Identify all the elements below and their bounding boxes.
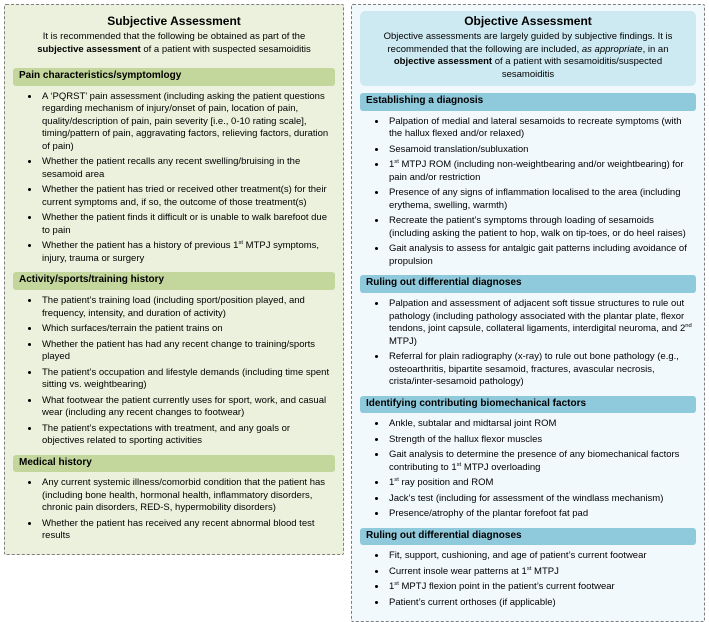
list-item: • Whether the patient has a history of previous 1st MTPJ symptoms, injury, trauma or surgery: [40, 240, 333, 265]
list-item: • Palpation and assessment of adjacent soft tissue structures to rule out pathology (including pathology associated with the plantar plate, flexor tendons, joint capsule, collateral ligaments, interdigital neuroma, and 2nd MTPJ): [387, 298, 694, 348]
list-item: • Presence of any signs of inflammation localised to the area (including erythema, swelling, warmth): [387, 187, 694, 212]
subjective-panel-title: Subjective Assessment: [107, 14, 241, 28]
list-item: • Presence/atrophy of the plantar forefoot fat pad: [387, 508, 694, 521]
list-item: • Referral for plain radiography (x-ray) to rule out bone pathology (e.g., osteoarthritis, bipartite sesamoid, fractures, avascular necrosis, crista/inter-sesamoid pathology): [387, 351, 694, 389]
section-header: Ruling out differential diagnoses: [360, 528, 696, 546]
objective-intro-box: [360, 11, 696, 86]
list-item: • 1st MPTJ flexion point in the patient’s current footwear: [387, 581, 694, 594]
subjective-sections: [13, 68, 335, 543]
bullet-list: [360, 418, 696, 521]
objective-sections: [360, 93, 696, 609]
list-item: • A ‘PQRST’ pain assessment (including asking the patient questions regarding mechanism of injury/onset of pain, location of pain, quality/description of pain, pain severity [i.e., 0-10 rating scale], timing/pattern of pain, aggravating factors, relieving factors, duration of pain): [40, 91, 333, 154]
objective-panel-intro: Objective assessments are largely guided by subjective findings. It is recommended that the following are included, as appropriate, in an objective assessment of a patient with sesamoiditis/suspected sesamoiditis: [383, 31, 673, 80]
list-item: • The patient’s expectations with treatment, and any goals or objectives related to sporting activities: [40, 423, 333, 448]
list-item: • What footwear the patient currently uses for sport, work, and casual wear (including any recent changes to footwear): [40, 395, 333, 420]
list-item: • Gait analysis to determine the presence of any biomechanical factors contributing to 1st MTPJ overloading: [387, 449, 694, 474]
bullet-list: [13, 91, 335, 266]
list-item: • Gait analysis to assess for antalgic gait patterns including avoidance of propulsion: [387, 243, 694, 268]
bullet-list: [360, 550, 696, 609]
list-item: • Whether the patient recalls any recent swelling/bruising in the sesamoid area: [40, 156, 333, 181]
section-header: Activity/sports/training history: [13, 272, 335, 290]
objective-assessment-panel: [351, 4, 705, 622]
section-header: Identifying contributing biomechanical factors: [360, 396, 696, 414]
list-item: • Fit, support, cushioning, and age of patient’s current footwear: [387, 550, 694, 563]
list-item: • Sesamoid translation/subluxation: [387, 144, 694, 157]
section-header: Ruling out differential diagnoses: [360, 275, 696, 293]
list-item: • Whether the patient has tried or received other treatment(s) for their current symptoms and, if so, the outcome of those treatment(s): [40, 184, 333, 209]
list-item: • Recreate the patient’s symptoms through loading of sesamoids (including asking the patient to hop, walk on tip-toes, or do heel raises): [387, 215, 694, 240]
objective-panel-title: Objective Assessment: [464, 14, 592, 28]
list-item: • The patient’s occupation and lifestyle demands (including time spent sitting vs. weightbearing): [40, 367, 333, 392]
subjective-panel-intro: It is recommended that the following be obtained as part of the subjective assessment of a patient with suspected sesamoiditis: [37, 31, 311, 55]
list-item: • 1st ray position and ROM: [387, 477, 694, 490]
list-item: • Palpation of medial and lateral sesamoids to recreate symptoms (with the hallux flexed and/or relaxed): [387, 116, 694, 141]
list-item: • Patient’s current orthoses (if applicable): [387, 597, 694, 610]
list-item: • The patient’s training load (including sport/position played, and frequency, intensity, and duration of activity): [40, 295, 333, 320]
bullet-list: [13, 477, 335, 543]
list-item: • Ankle, subtalar and midtarsal joint ROM: [387, 418, 694, 431]
section-header: Establishing a diagnosis: [360, 93, 696, 111]
list-item: • Any current systemic illness/comorbid condition that the patient has (including bone health, hormonal health, inflammatory disorders, chronic pain disorders, RED-S, hypermobility disorders): [40, 477, 333, 515]
bullet-list: [360, 116, 696, 269]
subjective-assessment-panel: [4, 4, 344, 555]
list-item: • Whether the patient has received any recent abnormal blood test results: [40, 518, 333, 543]
bullet-list: [360, 298, 696, 389]
list-item: • Which surfaces/terrain the patient trains on: [40, 323, 333, 336]
list-item: • Current insole wear patterns at 1st MTPJ: [387, 566, 694, 579]
list-item: • Strength of the hallux flexor muscles: [387, 434, 694, 447]
list-item: • Whether the patient has had any recent change to training/sports played: [40, 339, 333, 364]
list-item: • 1st MTPJ ROM (including non-weightbearing and/or weightbearing) for pain and/or restriction: [387, 159, 694, 184]
section-header: Pain characteristics/symptomlogy: [13, 68, 335, 86]
subjective-intro-box: [13, 11, 335, 61]
list-item: • Whether the patient finds it difficult or is unable to walk barefoot due to pain: [40, 212, 333, 237]
bullet-list: [13, 295, 335, 448]
section-header: Medical history: [13, 455, 335, 473]
list-item: • Jack’s test (including for assessment of the windlass mechanism): [387, 493, 694, 506]
